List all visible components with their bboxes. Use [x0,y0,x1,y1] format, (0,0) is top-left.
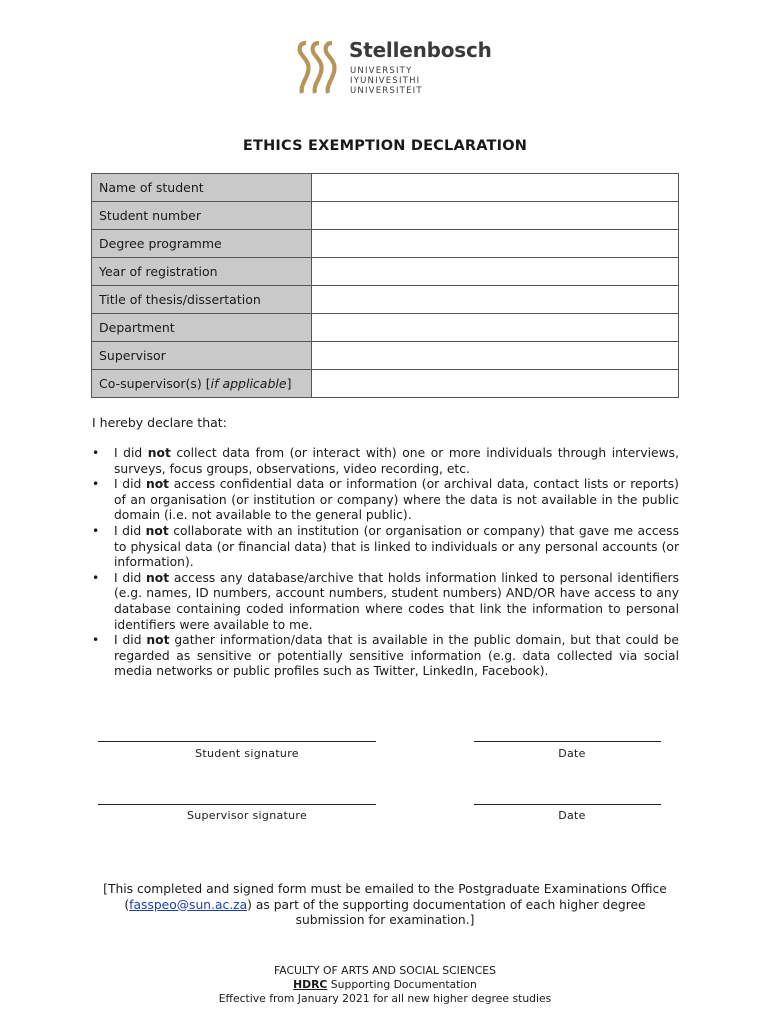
student-number-field[interactable] [312,202,679,230]
item-text: collaborate with an institution (or organisation or company) that gave me access to physical data (or financial data) that is linked to individuals or any personal accounts (or information). [114,523,679,570]
table-row [92,230,679,258]
label-suffix: ] [286,376,292,391]
supervisor-date-label: Date [558,809,586,822]
name-of-student-field[interactable] [312,174,679,202]
bullet-icon: • [92,570,100,585]
department-field[interactable] [312,314,679,342]
item-emphasis: not [145,477,170,492]
footer-effective: Effective from January 2021 for all new higher degree studies [218,992,552,1005]
list-item [92,633,679,680]
footer-line-2 [0,978,770,992]
item-text: I did [114,633,147,648]
stellenbosch-crest-icon [296,40,342,96]
page-footer [0,964,770,1006]
item-text: access confidential data or information (or archival data, contact lists or reports) of an organisation (or institution or company) where the data is not available in the public domain (i.e. not available to the general public). [114,477,679,523]
student-signature-line[interactable] [98,741,376,742]
declaration-intro: I hereby declare that: [92,415,227,430]
note-text: ) as part of the supporting documentation of each higher degree submission for examination.] [247,897,646,927]
supervisor-field[interactable] [312,342,679,370]
supervisor-signature-line[interactable] [98,804,376,805]
label-italic: if applicable [210,376,287,391]
bullet-icon: • [92,446,100,460]
table-row [92,286,679,314]
supervisor-signature-label: Supervisor signature [186,809,308,822]
bullet-icon: • [92,477,100,492]
table-row [92,174,679,202]
row-label [92,370,312,398]
item-text: collect data from (or interact with) one or more individuals through interviews, surveys, focus groups, observations, video recording, etc. [114,446,679,476]
logo-line-2: IYUNIVESITHI [350,76,421,86]
item-text: I did [114,570,147,585]
student-date-line[interactable] [474,741,661,742]
row-label: Name of student [92,174,312,202]
email-link[interactable]: fasspeo@sun.ac.za [129,897,248,912]
footer-supporting: Supporting Documentation [327,978,477,991]
list-item [92,524,679,571]
item-text: I did [114,446,148,460]
bullet-icon: • [92,633,100,648]
list-item [92,477,679,524]
footer-faculty: FACULTY OF ARTS AND SOCIAL SCIENCES [274,964,496,977]
logo-name: Stellenbosch [349,38,492,62]
row-label: Year of registration [92,258,312,286]
row-label: Title of thesis/dissertation [92,286,312,314]
thesis-title-field[interactable] [312,286,679,314]
list-item [92,571,679,633]
student-date-label: Date [558,747,586,760]
submission-note [90,882,680,929]
declaration-list [92,446,679,680]
student-info-table [91,173,679,398]
year-of-registration-field[interactable] [312,258,679,286]
logo-line-1: UNIVERSITY [350,66,413,76]
page-title: ETHICS EXEMPTION DECLARATION [242,138,528,154]
row-label: Department [92,314,312,342]
university-logo [296,38,492,100]
item-emphasis: not [146,633,170,648]
bullet-icon: • [92,523,100,538]
label-prefix: Co-supervisor(s) [ [99,376,211,391]
table-row [92,314,679,342]
row-label: Degree programme [92,230,312,258]
item-emphasis: not [147,446,171,460]
item-text: gather information/data that is available in the public domain, but that could be regarded as sensitive or potentially sensitive information (e.g. data collected via social media networks or public profiles such as Twitter, LinkedIn, Facebook). [114,633,679,679]
row-label: Student number [92,202,312,230]
item-text: I did [114,523,146,538]
list-item [92,446,679,477]
item-text: I did [114,477,146,492]
degree-programme-field[interactable] [312,230,679,258]
table-row [92,342,679,370]
co-supervisor-field[interactable] [312,370,679,398]
student-signature-label: Student signature [195,747,299,760]
row-label: Supervisor [92,342,312,370]
table-row [92,258,679,286]
item-emphasis: not [146,570,170,585]
item-text: access any database/archive that holds information linked to personal identifiers (e.g. names, ID numbers, account numbers, student numbers) AND/OR have access to any database containing coded information where codes that link the information to personal identifiers were available to me. [114,570,679,632]
note-text: [This completed and signed form must be emailed to the Postgraduate Examinations Office ( [103,882,667,912]
supervisor-date-line[interactable] [474,804,661,805]
logo-line-3: UNIVERSITEIT [350,86,423,96]
table-row [92,202,679,230]
footer-hdrc: HDRC [293,978,328,991]
table-row [92,370,679,398]
item-emphasis: not [145,523,169,538]
